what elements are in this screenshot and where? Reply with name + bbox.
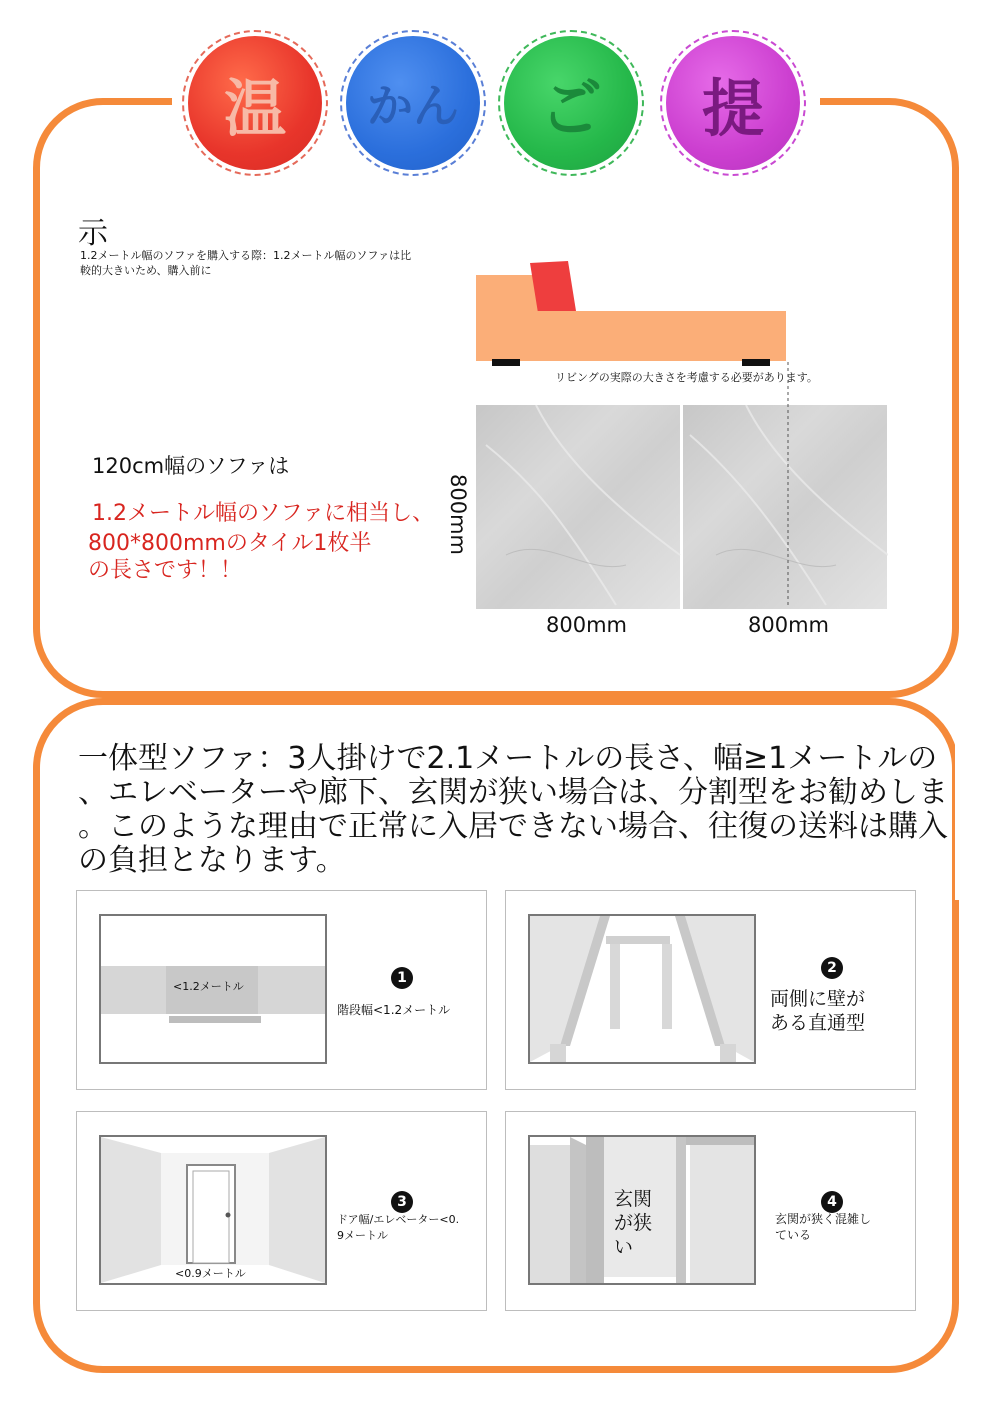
sofa-note: リビングの実際の大きさを考慮する必要があります。: [555, 371, 818, 384]
sofa-cushion: [530, 261, 576, 313]
dashed-measure-line: [786, 362, 790, 608]
badge-tei: [660, 30, 806, 176]
entrance-label: [614, 1187, 652, 1259]
door-caption-line2: 9メートル: [337, 1229, 388, 1242]
badge-char: 温: [188, 36, 322, 170]
warning-line-3: 。このような理由で正常に入居できない場合、往復の送料は購入: [78, 809, 948, 844]
door-illustration: [99, 1135, 327, 1285]
step-number-4: 4: [821, 1191, 843, 1213]
corridor-caption-line2: ある直通型: [770, 1012, 866, 1034]
step-number-2: 2: [821, 957, 843, 979]
entrance-illustration: [528, 1135, 756, 1285]
stairs-illustration: [99, 914, 327, 1064]
entrance-caption-line1: 玄関が狭く混雑し: [775, 1212, 872, 1226]
door-room-svg: [101, 1137, 325, 1283]
dimension-horizontal-1: 800mm: [546, 613, 627, 637]
door-width-label: <0.9メートル: [175, 1267, 246, 1280]
highlight-line-2: 800*800mmのタイル1枚半: [88, 531, 372, 556]
sofa-equals-text: 120cm幅のソファは: [92, 454, 290, 478]
corridor-illustration: [528, 914, 756, 1064]
dimension-horizontal-2: 800mm: [748, 613, 829, 637]
warning-heading: [78, 742, 990, 878]
card-door: [76, 1111, 487, 1311]
tile-veins: [476, 405, 888, 609]
stairs-caption: 階段幅<1.2メートル: [337, 1003, 451, 1017]
corridor-caption-line1: 両側に壁が: [770, 988, 866, 1010]
dimension-vertical: 800mm: [446, 474, 470, 555]
entrance-label-line3: い: [614, 1236, 634, 1258]
badge-char: かん: [346, 36, 480, 170]
door-caption-line1: ドア幅/エレベーター<0.: [337, 1213, 460, 1226]
entrance-label-line2: が狭: [614, 1212, 653, 1234]
step-number-3: 3: [391, 1191, 413, 1213]
sofa-leg-left: [492, 359, 520, 366]
sofa-illustration: [470, 255, 800, 370]
sofa-seat: [476, 311, 786, 361]
highlight-line-1: 1.2メートル幅のソファに相当し、: [92, 501, 435, 526]
badge-go: [498, 30, 644, 176]
card-entrance: [505, 1111, 916, 1311]
entrance-caption: [775, 1211, 871, 1243]
entrance-label-line1: 玄関: [614, 1188, 653, 1210]
badge-kan: [340, 30, 486, 176]
badge-on: [182, 30, 328, 176]
badge-char: ご: [504, 36, 638, 170]
section-heading: 示: [78, 216, 108, 251]
highlight-line-3: の長さです！！: [88, 558, 243, 583]
card-stairs: [76, 890, 487, 1090]
entrance-caption-line2: ている: [775, 1228, 812, 1242]
door-caption: [337, 1212, 459, 1244]
warning-line-1: 一体型ソファ：3人掛けで2.1メートルの長さ、幅≥1メートルの: [78, 742, 938, 776]
card-corridor: [505, 890, 916, 1090]
sofa-description: 1.2メートル幅のソファを購入する際：1.2メートル幅のソファは比較的大きいため、購入前に: [80, 249, 412, 277]
stairs-width-label: <1.2メートル: [173, 980, 244, 993]
warning-line-2: 、エレベーターや廊下、玄関が狭い場合は、分割型をお勧めしま: [78, 775, 948, 810]
sofa-leg-right: [742, 359, 770, 366]
corridor-caption: [770, 987, 865, 1035]
highlight-block: [88, 530, 418, 584]
step-number-1: 1: [391, 967, 413, 989]
warning-line-4: の負担となります。: [78, 843, 346, 878]
stair-edge: [169, 1016, 261, 1023]
badge-char: 提: [666, 36, 800, 170]
corridor-svg: [530, 916, 754, 1062]
